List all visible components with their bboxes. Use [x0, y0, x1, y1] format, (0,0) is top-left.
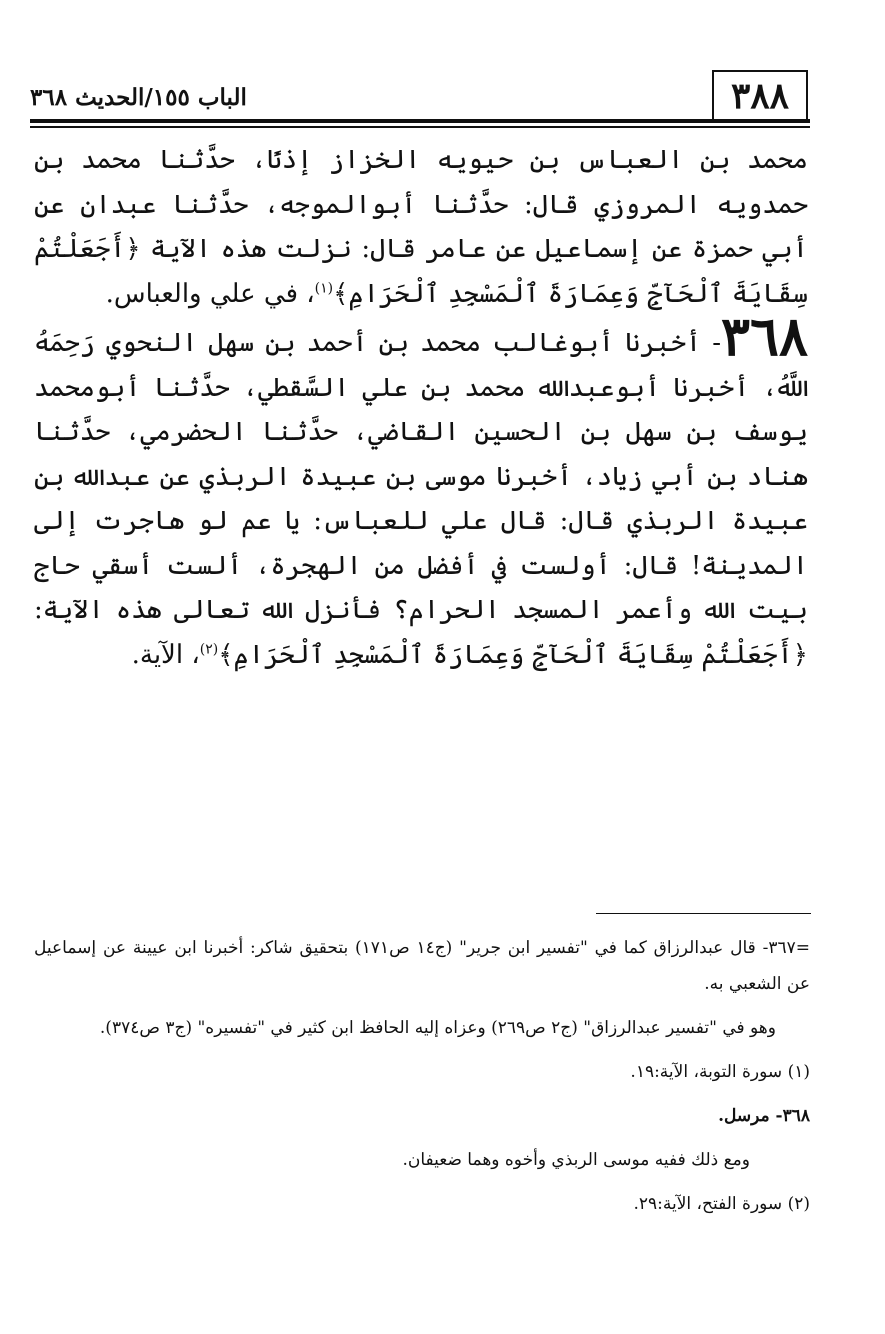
footnote: (٢) سورة الفتح، الآية:٢٩.: [633, 1194, 810, 1214]
hadith-number: ٣٦٨: [720, 304, 808, 368]
quran-verse: ﴿أَجَعَلْتُمْ سِقَايَةَ ٱلْحَآجِّ وَعِمَارَةَ ٱلْمَسْجِدِ ٱلْحَرَامِ﴾: [218, 639, 808, 670]
footnote-label: ٣٦٨- مرسل.: [718, 1106, 810, 1126]
paragraph-tail: ، الآية.: [131, 639, 200, 670]
footnote: (١) سورة التوبة، الآية:١٩.: [630, 1062, 810, 1082]
header-rule-thin: [30, 126, 810, 128]
header-rule: [30, 119, 810, 123]
paragraph-tail: ، في علي والعباس.: [105, 278, 315, 309]
footnote: وهو في "تفسير عبدالرزاق" (ج٢ ص٢٦٩) وعزاه إليه الحافظ ابن كثير في "تفسيره" (ج٣ ص٣٧٤).: [99, 1018, 776, 1038]
footnote-separator: [596, 913, 811, 914]
quran-verse: ﴿أَجَعَلْتُمْ سِقَايَةَ ٱلْحَآجِّ وَعِمَارَةَ ٱلْمَسْجِدِ ٱلْحَرَامِ﴾: [34, 234, 808, 309]
footnotes: [34, 930, 810, 1230]
paragraph-text: - أخبرنا أبوغالب محمد بن أحمد بن سهل النحوي رَحِمَهُ اللَّهُ، أخبرنا أبوعبدالله محمد بن علي السَّقطي، حدَّثنا أبومحمد يوسف بن سهل بن الحسين القاضي، حدَّثنا الحضرمي، حدَّثنا هناد بن أبي زياد، أخبرنا موسى بن عبيدة الربذي عن عبدالله بن عبيدة الربذي قال: قال علي للعباس: يا عم لو هاجرت إلى المدينة! قال: أولست في أفضل من الهجرة، ألست أسقي حاج بيت الله وأعمر المسجد الحرام؟ فأنزل الله تعالى هذه الآية:: [34, 328, 808, 625]
page-number: ٣٨٨: [712, 70, 808, 120]
footnote-ref: (١): [314, 279, 334, 296]
paragraph-text: محمد بن العباس بن حيويه الخزاز إذنًا، حدَّثنا محمد بن حمدويه المروزي قال: حدَّثنا أبوالموجه، حدَّثنا عبدان عن أبي حمزة عن إسماعيل عن عامر قال: نزلت هذه الآية: [34, 145, 808, 264]
footnote: ومع ذلك ففيه موسى الربذي وأخوه وهما ضعيفان.: [402, 1150, 750, 1170]
footnote: =٣٦٧- قال عبدالرزاق كما في "تفسير ابن جرير" (ج١٤ ص١٧١) بتحقيق شاكر: أخبرنا ابن عيينة عن إسماعيل عن الشعبي به.: [34, 938, 810, 994]
footnote-ref: (٢): [199, 640, 219, 657]
paragraph-continuation: [34, 138, 808, 316]
hadith-paragraph: [34, 304, 808, 677]
running-title: الباب ١٥٥/الحديث ٣٦٨: [30, 84, 247, 111]
main-text: [34, 138, 808, 677]
